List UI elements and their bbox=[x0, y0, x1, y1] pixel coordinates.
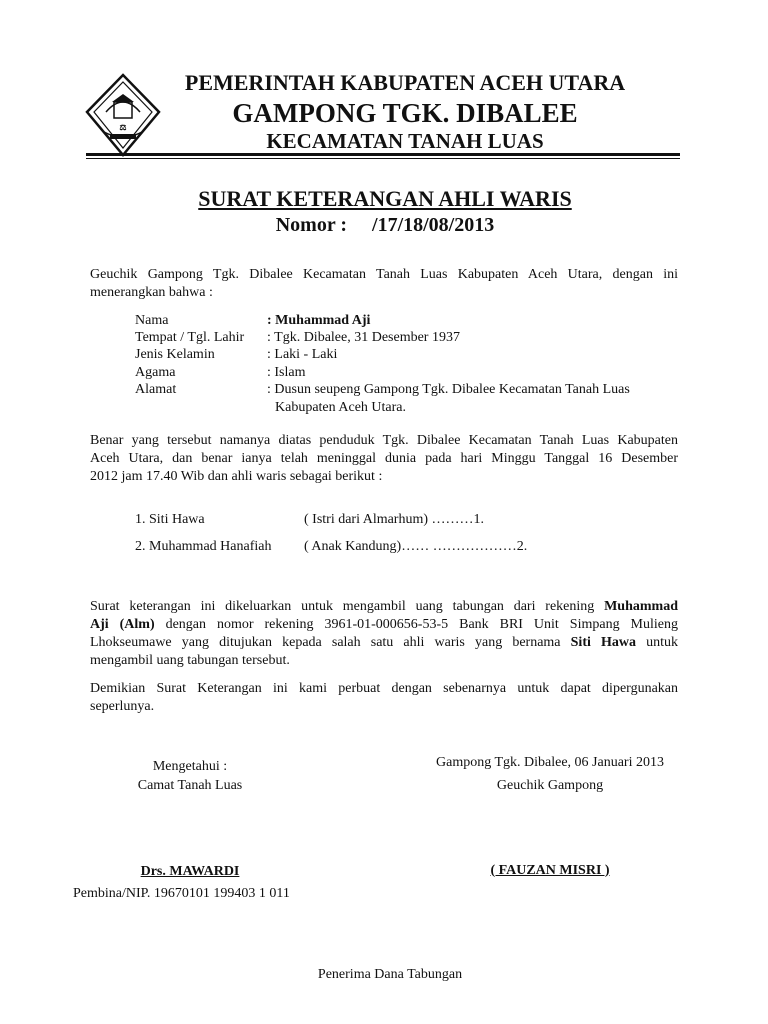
religion-value: : Islam bbox=[267, 365, 306, 380]
name-value: : Muhammad Aji bbox=[267, 313, 371, 328]
intro-line-1: Geuchik Gampong Tgk. Dibalee Kecamatan Tanah Luas Kabupaten Aceh Utara, dengan ini bbox=[90, 267, 678, 282]
gender-value: : Laki - Laki bbox=[267, 347, 338, 362]
birth-value: : Tgk. Dibalee, 31 Desember 1937 bbox=[267, 330, 460, 345]
letterhead-thick-rule bbox=[86, 153, 680, 156]
purpose-line-1 bbox=[90, 598, 678, 616]
account-holder-name: Muhammad bbox=[604, 599, 678, 614]
header-government: PEMERINTAH KABUPATEN ACEH UTARA bbox=[184, 70, 626, 95]
purpose-paragraph bbox=[90, 598, 678, 670]
purpose-text: Surat keterangan ini dikeluarkan untuk mengambil uang tabungan dari rekening bbox=[90, 599, 605, 614]
closing-line-2: seperlunya. bbox=[90, 699, 155, 714]
document-title: SURAT KETERANGAN AHLI WARIS bbox=[198, 186, 572, 211]
intro-line-2: menerangkan bahwa : bbox=[90, 285, 213, 300]
closing-paragraph bbox=[90, 680, 678, 716]
closing-line-1: Demikian Surat Keterangan ini kami perbuat dengan sebenarnya untuk dapat dipergunakan bbox=[90, 681, 678, 696]
receiver-caption: Penerima Dana Tabungan bbox=[317, 967, 463, 982]
gender-label: Jenis Kelamin bbox=[135, 347, 215, 362]
account-holder-name: Aji (Alm) bbox=[90, 617, 155, 632]
statement-paragraph bbox=[90, 432, 678, 486]
header-village: GAMPONG TGK. DIBALEE bbox=[232, 98, 578, 128]
geuchik-name: ( FAUZAN MISRI ) bbox=[490, 863, 610, 878]
birth-label: Tempat / Tgl. Lahir bbox=[135, 330, 245, 345]
heir-name: 2. Muhammad Hanafiah bbox=[135, 539, 272, 554]
statement-line-1: Benar yang tersebut namanya diatas penduduk Tgk. Dibalee Kecamatan Tanah Luas Kabupaten bbox=[90, 433, 678, 448]
recipient-name: Siti Hawa bbox=[570, 635, 636, 650]
purpose-text: Lhokseumawe yang ditujukan kepada salah satu ahli waris yang bernama bbox=[90, 635, 571, 650]
svg-text:⚖: ⚖ bbox=[119, 123, 127, 132]
heir-name: 1. Siti Hawa bbox=[135, 512, 205, 527]
statement-line-2: Aceh Utara, dan benar ianya telah meninggal dunia pada hari Minggu Tanggal 16 Desember bbox=[90, 451, 678, 466]
header-subdistrict: KECAMATAN TANAH LUAS bbox=[266, 129, 544, 153]
heir-relation: ( Istri dari Almarhum) ………1. bbox=[304, 512, 485, 527]
camat-name: Drs. MAWARDI bbox=[140, 864, 240, 879]
address-label: Alamat bbox=[135, 382, 177, 397]
name-label: Nama bbox=[135, 313, 169, 328]
heir-relation: ( Anak Kandung)…… ………………2. bbox=[304, 539, 528, 554]
religion-label: Agama bbox=[135, 365, 176, 380]
purpose-text: dengan nomor rekening 3961-01-000656-53-5 Bank BRI Unit Simpang Mulieng bbox=[154, 617, 678, 632]
purpose-line-2 bbox=[90, 616, 678, 634]
camat-nip: Pembina/NIP. 19670101 199403 1 011 bbox=[73, 886, 290, 901]
left-signature-caption-1: Mengetahui : bbox=[152, 759, 228, 774]
purpose-line-4: mengambil uang tabungan tersebut. bbox=[90, 653, 290, 668]
address-value-1: : Dusun seupeng Gampong Tgk. Dibalee Kecamatan Tanah Luas bbox=[267, 382, 630, 397]
purpose-text: untuk bbox=[636, 635, 679, 650]
purpose-line-3 bbox=[90, 634, 678, 652]
intro-paragraph bbox=[90, 266, 678, 302]
address-value-2: Kabupaten Aceh Utara. bbox=[275, 400, 406, 415]
letterhead-thin-rule bbox=[86, 158, 680, 159]
right-signature-caption-1: Gampong Tgk. Dibalee, 06 Januari 2013 bbox=[436, 755, 664, 770]
document-number: Nomor : /17/18/08/2013 bbox=[275, 214, 495, 236]
statement-line-3: 2012 jam 17.40 Wib dan ahli waris sebagai berikut : bbox=[90, 469, 383, 484]
right-signature-caption-2: Geuchik Gampong bbox=[496, 778, 604, 793]
left-signature-caption-2: Camat Tanah Luas bbox=[137, 778, 243, 793]
